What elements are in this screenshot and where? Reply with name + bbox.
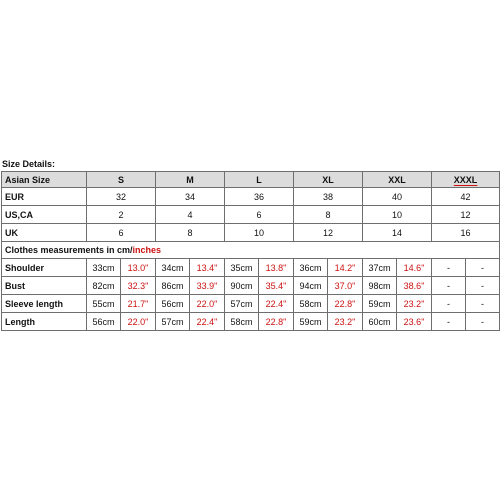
conversion-row-uk: [2, 224, 500, 242]
inch-cell: 22.0": [190, 295, 225, 313]
table-cell: 8: [156, 224, 225, 242]
empty-cell: -: [432, 277, 466, 295]
inch-cell: 22.8": [259, 313, 294, 331]
cm-cell: 56cm: [156, 295, 190, 313]
cm-cell: 59cm: [363, 295, 397, 313]
cm-cell: 60cm: [363, 313, 397, 331]
size-header-xl: XL: [294, 172, 363, 188]
cm-cell: 36cm: [294, 259, 328, 277]
table-cell: 10: [363, 206, 432, 224]
inch-cell: 23.2": [397, 295, 432, 313]
empty-cell: -: [432, 259, 466, 277]
section-heading-inches: inches: [132, 245, 162, 255]
inch-cell: 23.6": [397, 313, 432, 331]
measurement-row-shoulder: [2, 259, 500, 277]
measurement-row-label: Shoulder: [2, 259, 87, 277]
measurement-row-bust: [2, 277, 500, 295]
size-header-m: M: [156, 172, 225, 188]
table-cell: 2: [87, 206, 156, 224]
size-chart-table: [1, 171, 500, 331]
table-cell: 12: [294, 224, 363, 242]
inch-cell: 33.9": [190, 277, 225, 295]
size-header-row: [2, 172, 500, 188]
measurements-section-row: [2, 242, 500, 259]
cm-cell: 33cm: [87, 259, 121, 277]
table-cell: 6: [87, 224, 156, 242]
table-cell: 34: [156, 188, 225, 206]
table-cell: 36: [225, 188, 294, 206]
inch-cell: 13.8": [259, 259, 294, 277]
inch-cell: 22.0": [121, 313, 156, 331]
inch-cell: 32.3": [121, 277, 156, 295]
size-details-caption: Size Details:: [2, 159, 56, 169]
size-header-l: L: [225, 172, 294, 188]
empty-cell: -: [466, 277, 500, 295]
cm-cell: 58cm: [294, 295, 328, 313]
table-cell: 4: [156, 206, 225, 224]
conversion-row-label: UK: [2, 224, 87, 242]
table-cell: 6: [225, 206, 294, 224]
table-cell: 42: [432, 188, 500, 206]
cm-cell: 34cm: [156, 259, 190, 277]
empty-cell: -: [432, 295, 466, 313]
conversion-row-eur: [2, 188, 500, 206]
asian-size-header: Asian Size: [2, 172, 87, 188]
inch-cell: 37.0": [328, 277, 363, 295]
cm-cell: 86cm: [156, 277, 190, 295]
size-header-s: S: [87, 172, 156, 188]
table-cell: 12: [432, 206, 500, 224]
measurement-row-label: Bust: [2, 277, 87, 295]
empty-cell: -: [466, 259, 500, 277]
measurement-row-sleeve-length: [2, 295, 500, 313]
cm-cell: 98cm: [363, 277, 397, 295]
cm-cell: 90cm: [225, 277, 259, 295]
table-cell: 38: [294, 188, 363, 206]
cm-cell: 57cm: [156, 313, 190, 331]
section-heading-prefix: Clothes measurements in cm/: [5, 245, 133, 255]
cm-cell: 55cm: [87, 295, 121, 313]
measurement-row-length: [2, 313, 500, 331]
size-header-xxl: XXL: [363, 172, 432, 188]
conversion-row-label: US,CA: [2, 206, 87, 224]
inch-cell: 22.4": [259, 295, 294, 313]
measurement-row-label: Sleeve length: [2, 295, 87, 313]
cm-cell: 57cm: [225, 295, 259, 313]
table-cell: 10: [225, 224, 294, 242]
inch-cell: 23.2": [328, 313, 363, 331]
table-cell: 14: [363, 224, 432, 242]
cm-cell: 37cm: [363, 259, 397, 277]
inch-cell: 14.2": [328, 259, 363, 277]
inch-cell: 21.7": [121, 295, 156, 313]
cm-cell: 56cm: [87, 313, 121, 331]
empty-cell: -: [466, 295, 500, 313]
empty-cell: -: [466, 313, 500, 331]
inch-cell: 35.4": [259, 277, 294, 295]
table-cell: 40: [363, 188, 432, 206]
cm-cell: 59cm: [294, 313, 328, 331]
inch-cell: 13.0": [121, 259, 156, 277]
conversion-row-us-ca: [2, 206, 500, 224]
table-cell: 32: [87, 188, 156, 206]
empty-cell: -: [432, 313, 466, 331]
cm-cell: 58cm: [225, 313, 259, 331]
cm-cell: 94cm: [294, 277, 328, 295]
conversion-row-label: EUR: [2, 188, 87, 206]
cm-cell: 35cm: [225, 259, 259, 277]
table-cell: 8: [294, 206, 363, 224]
measurement-row-label: Length: [2, 313, 87, 331]
inch-cell: 14.6": [397, 259, 432, 277]
size-header-xxxl-label: XXXL: [453, 174, 478, 185]
inch-cell: 13.4": [190, 259, 225, 277]
inch-cell: 38.6": [397, 277, 432, 295]
size-header-xxxl: [432, 172, 500, 188]
cm-cell: 82cm: [87, 277, 121, 295]
measurements-section-heading: [2, 242, 500, 259]
table-cell: 16: [432, 224, 500, 242]
inch-cell: 22.8": [328, 295, 363, 313]
inch-cell: 22.4": [190, 313, 225, 331]
